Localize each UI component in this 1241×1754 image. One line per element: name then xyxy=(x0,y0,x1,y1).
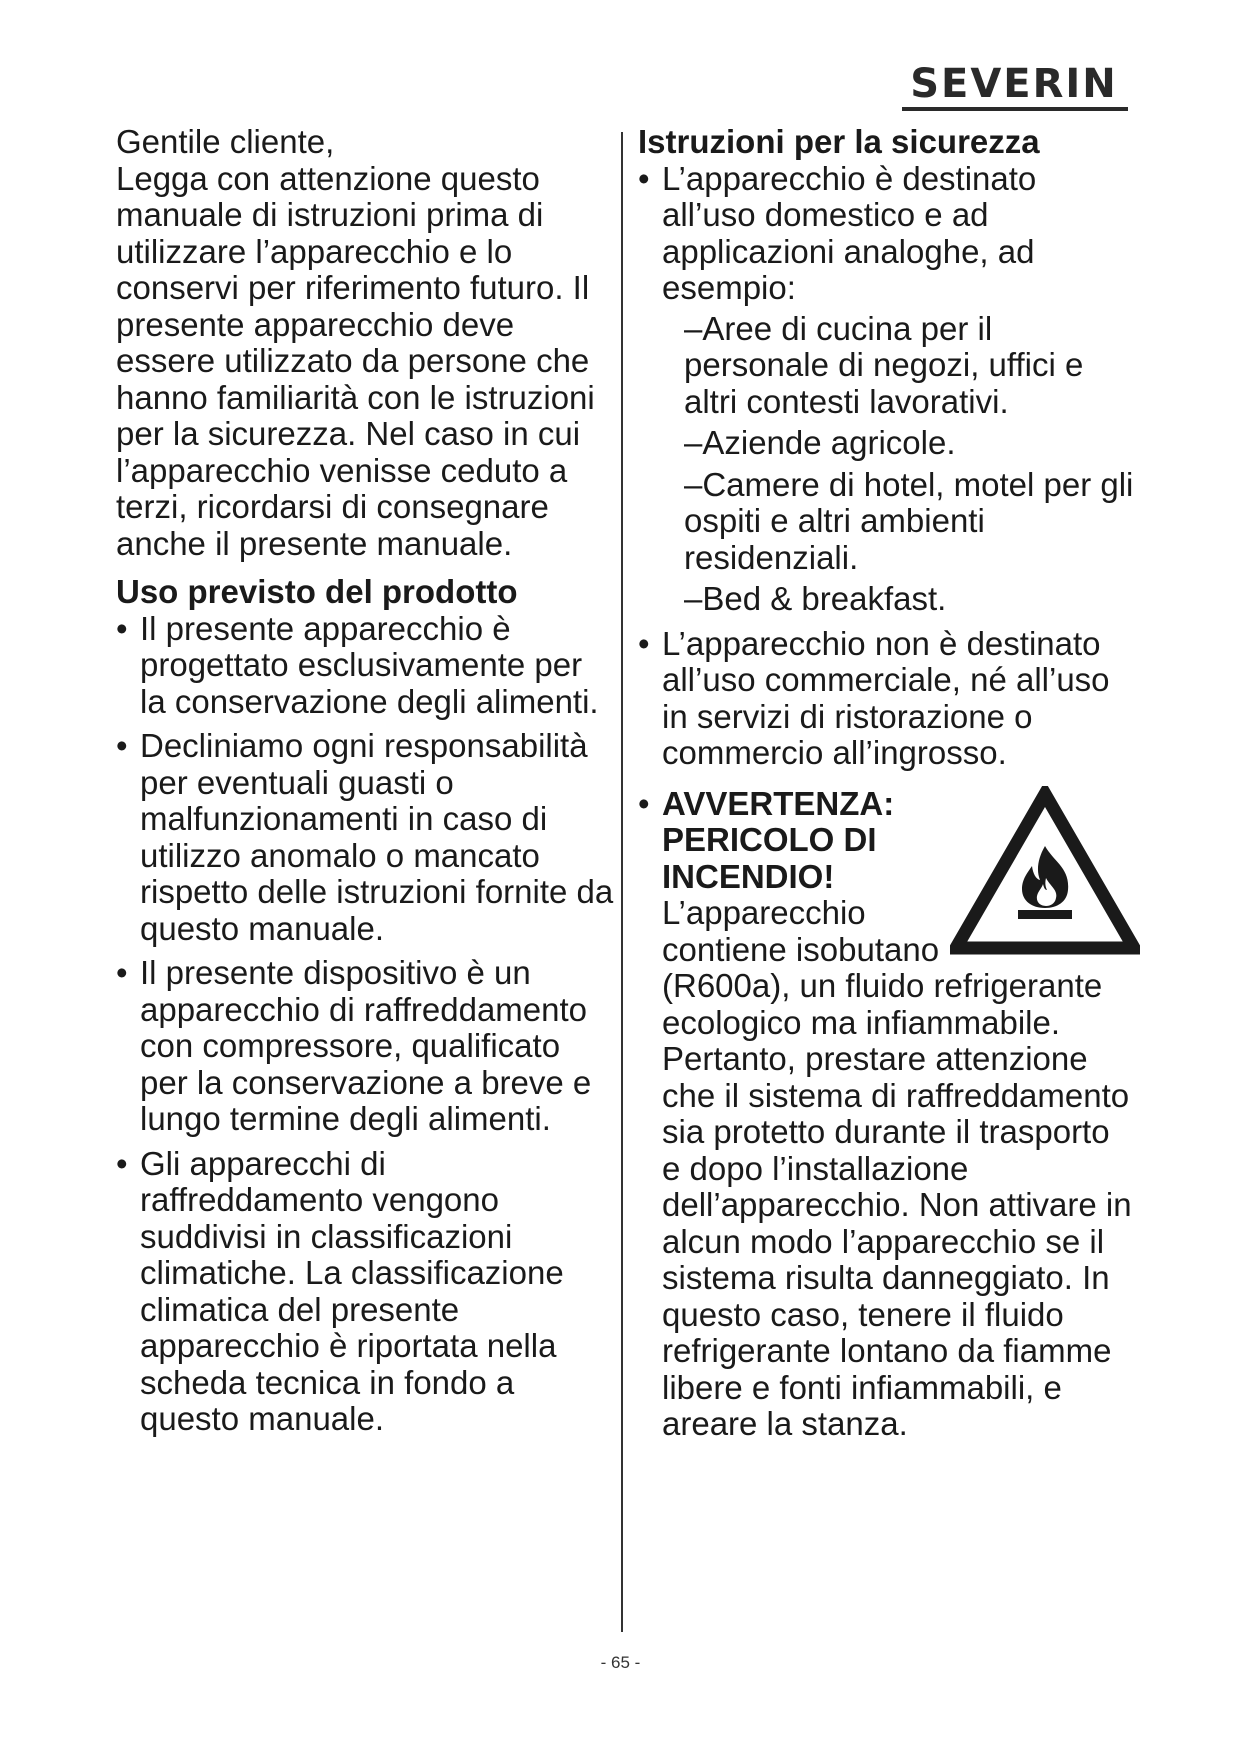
safety-heading: Istruzioni per la sicurezza xyxy=(638,123,1040,160)
intended-use-list xyxy=(116,611,616,1438)
intended-use-heading: Uso previsto del prodotto xyxy=(116,573,518,610)
list-item: • L’apparecchio non è destinato all’uso commerciale, né all’uso in servizi di ristorazione o commercio all’ingrosso. xyxy=(638,626,1136,772)
fire-warning-heading: AVVERTENZA: PERICOLO DI INCENDIO! xyxy=(662,784,895,895)
right-column xyxy=(638,124,1136,1451)
list-item: • Gli apparecchi di raffreddamento vengono suddivisi in classificazioni climatiche. La classificazione climatica del presente apparecchio è riportata nella scheda tecnica in fondo a questo manuale. xyxy=(116,1146,616,1438)
usage-examples-list xyxy=(662,311,1136,618)
page-number: - 65 - xyxy=(600,1653,641,1672)
logo-underline xyxy=(902,107,1128,111)
greeting: Gentile cliente, xyxy=(116,123,335,160)
list-item: • Il presente dispositivo è un apparecchio di raffreddamento con compressore, qualificato per la conservazione a breve e lungo termine degli alimenti. xyxy=(116,955,616,1138)
warning-item xyxy=(638,786,1136,1443)
safety-list xyxy=(638,161,1136,1443)
sub-list-item: –Aziende agricole. xyxy=(684,424,956,461)
sub-list-item: –Aree di cucina per il personale di negozi, uffici e altri contesti lavorativi. xyxy=(684,309,1084,420)
left-column xyxy=(116,124,616,1446)
sub-list-item: –Camere di hotel, motel per gli ospiti e altri ambienti residenziali. xyxy=(684,465,1134,576)
flammable-warning-icon xyxy=(950,786,1140,958)
column-divider xyxy=(621,132,623,1632)
fire-warning-text: L’apparecchio contiene isobutano (R600a), un fluido refrigerante ecologico ma infiammabile. Pertanto, prestare attenzione che il sistema di raffreddamento sia protetto durante il trasporto e dopo l’installazione dell’apparecchio. Non attivare in alcun modo l’apparecchio se il sistema risulta danneggiato. In questo caso, tenere il fluido refrigerante lontano da fiamme libere e fonti infiammabili, e areare la stanza. xyxy=(662,894,1132,1442)
list-item: • Decliniamo ogni responsabilità per eventuali guasti o malfunzionamenti in caso di utilizzo anomalo o mancato rispetto delle istruzioni fornite da questo manuale. xyxy=(116,728,616,947)
list-item: • Il presente apparecchio è progettato esclusivamente per la conservazione degli alimenti. xyxy=(116,611,616,721)
brand-logo: SEVERIN xyxy=(910,61,1118,107)
domestic-use-text: L’apparecchio è destinato all’uso domestico e ad applicazioni analoghe, ad esempio: xyxy=(662,159,1037,306)
intro-paragraph: Legga con attenzione questo manuale di istruzioni prima di utilizzare l’apparecchio e lo conservi per riferimento futuro. Il presente apparecchio deve essere utilizzato da persone che hanno familiarità con le istruzioni per la sicurezza. Nel caso in cui l’apparecchio venisse ceduto a terzi, ricordarsi di consegnare anche il presente manuale. xyxy=(116,159,595,562)
list-item xyxy=(638,161,1136,618)
sub-list-item: –Bed & breakfast. xyxy=(684,580,947,617)
